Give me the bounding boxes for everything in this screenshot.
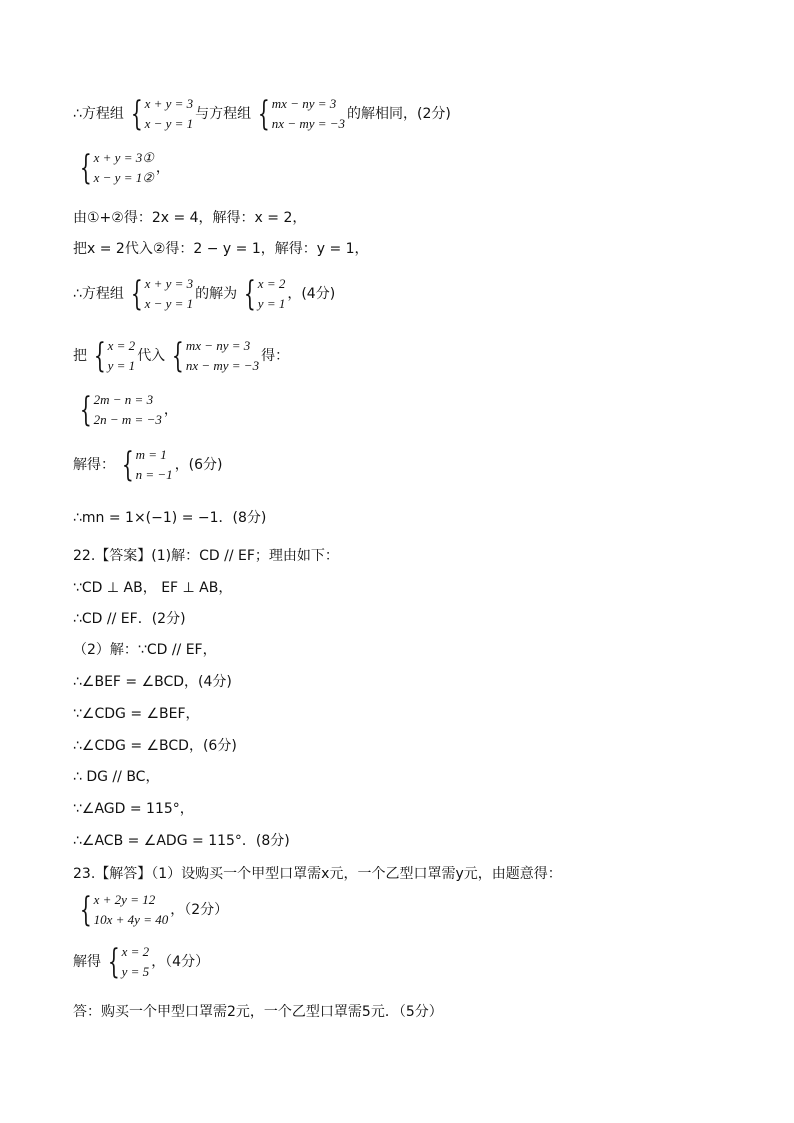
equation: 2n − m = −3 <box>93 412 162 427</box>
equation: x + y = 3① <box>93 150 154 165</box>
text: ∴方程组 <box>73 286 124 302</box>
line-16: ∴∠CDG = ∠BCD，(6分) <box>73 738 237 754</box>
equation: nx − my = −3 <box>271 116 346 131</box>
line-11: ∵CD ⊥ AB， EF ⊥ AB， <box>73 580 233 596</box>
equation: 2m − n = 3 <box>93 392 154 407</box>
line-9: ∴mn = 1×(−1) = −1．(8分) <box>73 510 267 526</box>
text: 的解为 <box>195 286 238 302</box>
equation-system: { x = 2 y = 1 <box>244 274 286 314</box>
equation-system: { x = 2 y = 5 <box>107 942 150 982</box>
equation: n = −1 <box>135 467 173 482</box>
line-14: ∴∠BEF = ∠BCD，(4分) <box>73 674 232 690</box>
equation: m = 1 <box>135 447 167 462</box>
line-18: ∵∠AGD = 115°， <box>73 801 194 817</box>
text: ， <box>163 402 178 418</box>
text: 的解相同，(2分) <box>347 106 451 122</box>
equation-system: { x + y = 3 x − y = 1 <box>130 274 194 314</box>
line-7 <box>73 390 178 430</box>
text: 解得 <box>73 954 101 970</box>
text: ， <box>155 160 170 176</box>
equation: x − y = 1② <box>93 170 154 185</box>
equation-system: { x = 2 y = 1 <box>93 336 136 376</box>
line-8 <box>73 445 223 485</box>
equation-system: { mx − ny = 3 nx − my = −3 <box>172 336 260 376</box>
line-12: ∴CD // EF．(2分) <box>73 611 186 627</box>
equation: x − y = 1 <box>144 296 194 311</box>
text: ，(4分) <box>287 286 336 302</box>
line-17: ∴ DG // BC， <box>73 769 160 785</box>
equation-system: { m = 1 n = −1 <box>121 445 173 485</box>
equation: 10x + 4y = 40 <box>93 912 169 927</box>
equation: x + y = 3 <box>144 276 194 291</box>
equation: x + y = 3 <box>144 96 194 111</box>
line-4: 把x = 2代入②得：2 − y = 1，解得：y = 1， <box>73 241 369 257</box>
equation-system: { x + 2y = 12 10x + 4y = 40 <box>79 890 169 930</box>
equation: y = 1 <box>257 296 286 311</box>
equation: x − y = 1 <box>144 116 194 131</box>
equation-system: { mx − ny = 3 nx − my = −3 <box>258 94 346 134</box>
equation: x = 2 <box>121 944 150 959</box>
equation: mx − ny = 3 <box>185 338 251 353</box>
line-6 <box>73 336 289 376</box>
line-22 <box>73 942 209 982</box>
equation: y = 5 <box>121 964 150 979</box>
text: 与方程组 <box>195 106 252 122</box>
line-10: 22.【答案】(1)解：CD // EF；理由如下： <box>73 548 339 564</box>
text: ，（4分） <box>151 954 210 970</box>
line-3: 由①+②得：2x = 4，解得：x = 2， <box>73 210 307 226</box>
line-20: 23.【解答】（1）设购买一个甲型口罩需x元，一个乙型口罩需y元，由题意得： <box>73 866 562 882</box>
equation: x + 2y = 12 <box>93 892 156 907</box>
text: ，（2分） <box>170 902 229 918</box>
equation-system: { 2m − n = 3 2n − m = −3 <box>79 390 162 430</box>
line-15: ∵∠CDG = ∠BEF， <box>73 706 200 722</box>
text: ，(6分) <box>174 457 223 473</box>
text: 代入 <box>137 348 166 364</box>
text: 把 <box>73 348 87 364</box>
equation: y = 1 <box>107 358 136 373</box>
line-23: 答：购买一个甲型口罩需2元，一个乙型口罩需5元．（5分） <box>73 1004 443 1020</box>
line-19: ∴∠ACB = ∠ADG = 115°．(8分) <box>73 833 290 849</box>
equation: x = 2 <box>257 276 286 291</box>
text: 解得： <box>73 457 115 473</box>
line-2 <box>73 148 170 188</box>
line-13: （2）解：∵CD // EF， <box>73 642 217 658</box>
equation: nx − my = −3 <box>185 358 260 373</box>
text: ∴方程组 <box>73 106 124 122</box>
line-21 <box>73 890 228 930</box>
equation: mx − ny = 3 <box>271 96 337 111</box>
text: 得： <box>261 348 290 364</box>
line-5 <box>73 274 335 314</box>
equation: x = 2 <box>107 338 136 353</box>
line-1 <box>73 94 451 134</box>
equation-system: { x + y = 3 x − y = 1 <box>130 94 194 134</box>
equation-system: { x + y = 3① x − y = 1② <box>79 148 154 188</box>
